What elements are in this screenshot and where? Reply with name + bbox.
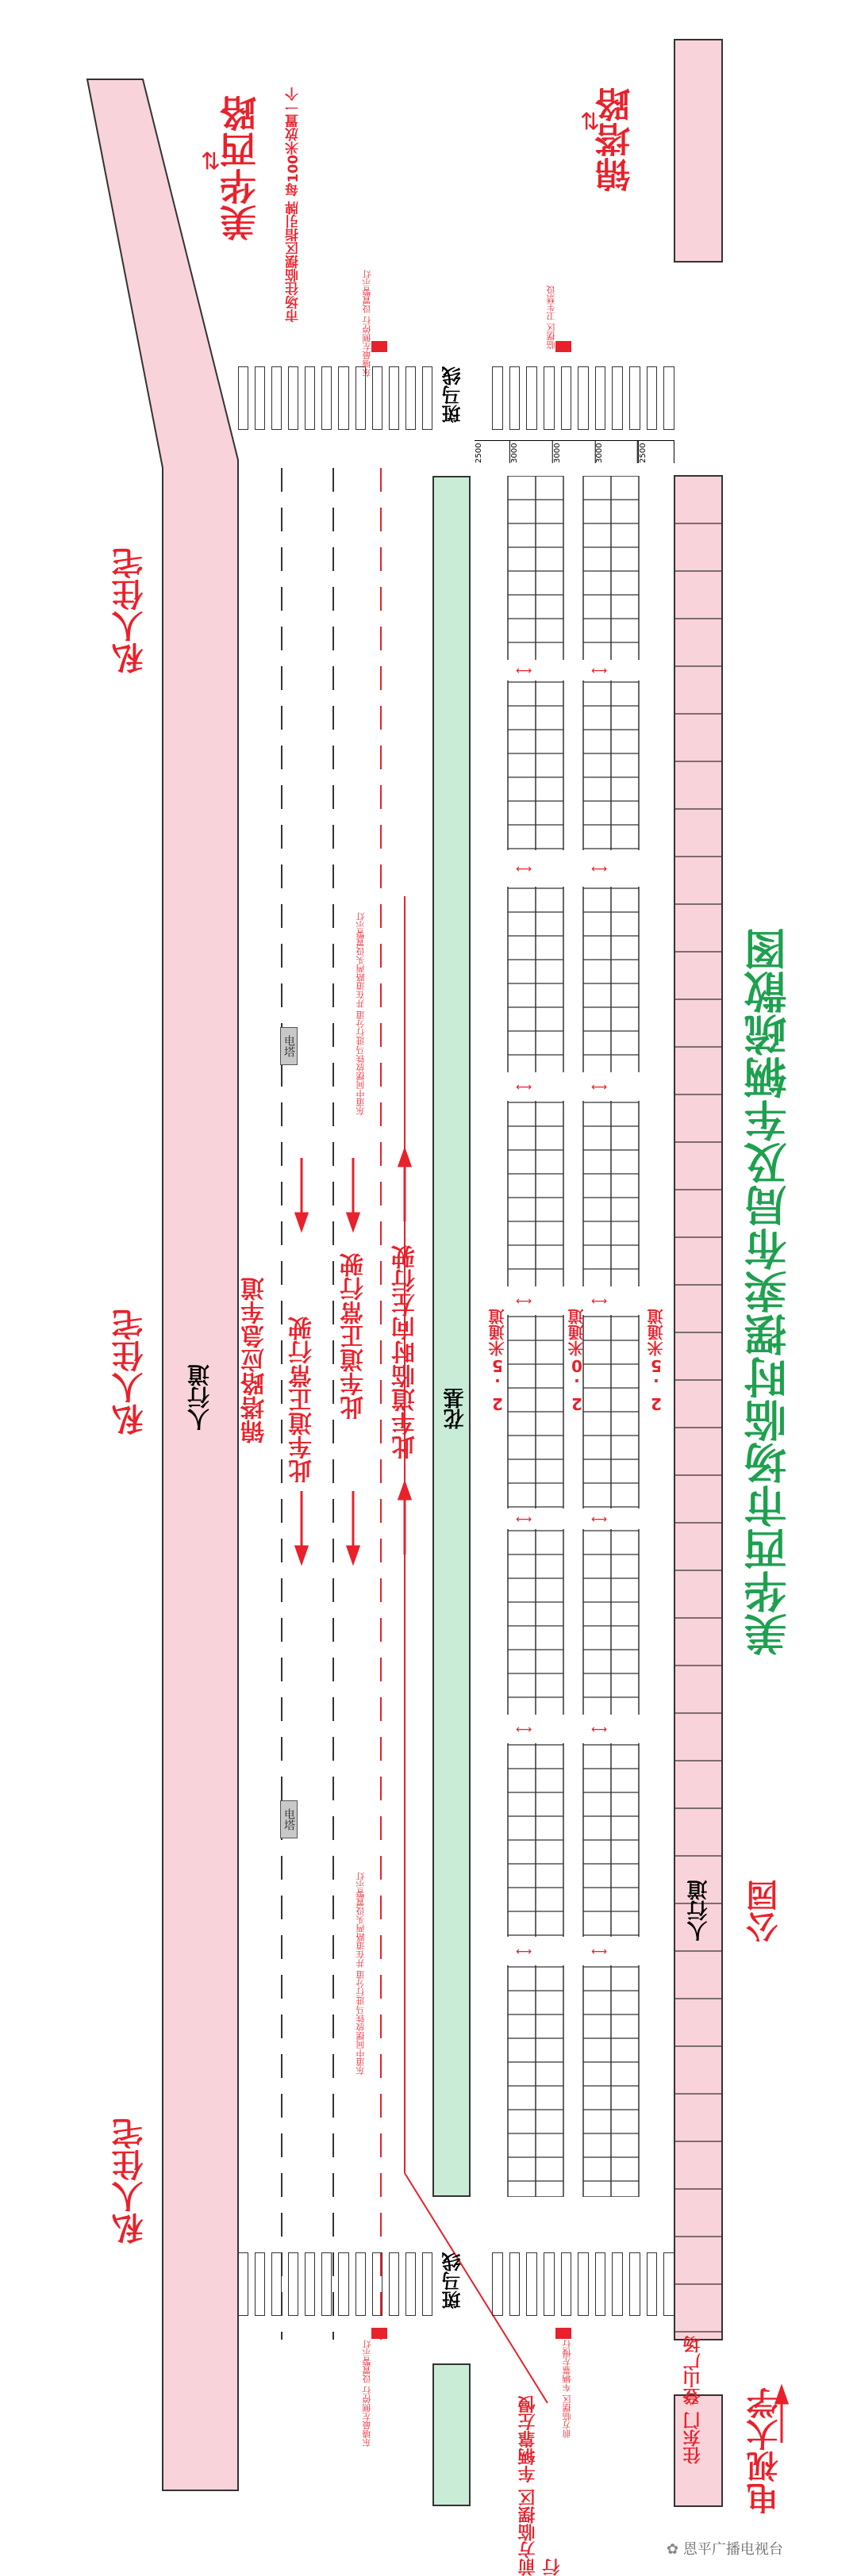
east-gate-label: 往东门 登山广场 [683,2336,703,2464]
gap-arrow: ⟷ [516,1723,532,1736]
jinta-road-arrows: ⇄ [576,111,604,132]
lane-normal-2-label: 此车道正常行驶 [289,1317,317,1483]
passage-label-3: 2.5米通道 [647,1309,666,1413]
passage-label-1: 2.5米通道 [488,1309,507,1413]
front-temp-zone-note: 前方临摆区 车辆靠左慢行 [518,2395,563,2576]
gap-arrow: ⟷ [591,863,608,876]
meihua-west-road-arrows: ⇄ [197,151,225,171]
sidewalk-left-label: 人行道 [186,1364,213,1431]
median-note-2: 东道中间摆放铁马进行分道 并在道路两头设置警示灯 [355,1872,366,2076]
dim-4: 3000 [595,441,638,463]
passage-label-2: 2.0米通道 [567,1309,586,1413]
gap-arrow: ⟷ [591,665,608,677]
gap-arrow: ⟷ [516,863,532,876]
zebra-label-top: 斑马线 [442,366,464,424]
park-label: 公园 [747,1880,783,1943]
gap-arrow: ⟷ [591,1295,608,1308]
wechat-icon: ✿ [667,2541,679,2558]
gap-arrow: ⟷ [591,1945,608,1958]
gap-arrow: ⟷ [516,665,532,677]
tv-university-label: 电视大学 [747,2387,783,2514]
jinta-road-label: 锦塔路 [596,87,636,192]
gap-arrow: ⟷ [516,1945,532,1958]
watermark-text: 恩平广播电视台 [682,2541,783,2558]
private-residence-3: 私人住宅 [112,2118,148,2244]
median-note-1: 东道中间摆放铁马进行分道 并在道路两头设置警示灯 [355,912,366,1116]
dim-5: 2500 [638,441,674,463]
dim-2: 3000 [510,441,553,463]
lane-normal-1-label: 此车道正常行驶 [340,1253,368,1420]
meihua-west-road-label: 美华西路 [219,95,262,241]
power-tower-1: 电塔 [280,1027,298,1065]
sidewalk-right-label: 人行道 [687,1880,711,1942]
flower-bed-label: 花基 [444,1388,467,1429]
top-left-stop-note: 东墙最左侧停行 设置警示灯 [362,270,372,378]
page-title: 美华西市场临时摆卖布局及车辆疏散图 [744,928,794,1656]
gap-arrow: ⟷ [516,1295,532,1308]
zebra-label-bottom: 斑马线 [442,2252,464,2310]
gap-arrow: ⟷ [516,1513,532,1526]
gap-arrow: ⟷ [591,1081,608,1094]
emergency-lane-label: 锦塔路应急车道 [241,1277,269,1443]
gap-arrow: ⟷ [591,1513,608,1526]
gap-arrow: ⟷ [591,1723,608,1736]
signage-note: 市场往临摆区指引牌 每100米放置一个 [286,87,302,323]
lane-temp-left-label: 此车道临时向左行驶 [392,1245,420,1459]
private-residence-2: 私人住宅 [112,1309,148,1436]
gap-arrow: ⟷ [516,1081,532,1094]
dim-3: 3000 [553,441,596,463]
bottom-right-stop-note: 前方临摆区 车辆靠左慢行 [562,2340,572,2439]
dim-1: 2500 [475,441,510,463]
bottom-left-stop-note: 东墙最左侧停行 设置警示灯 [362,2340,372,2448]
top-right-stop-note: 临摆区 卫生禁设 [546,286,556,350]
watermark [667,2538,783,2559]
private-residence-1: 私人住宅 [112,547,148,674]
power-tower-2: 电塔 [280,1800,298,1838]
